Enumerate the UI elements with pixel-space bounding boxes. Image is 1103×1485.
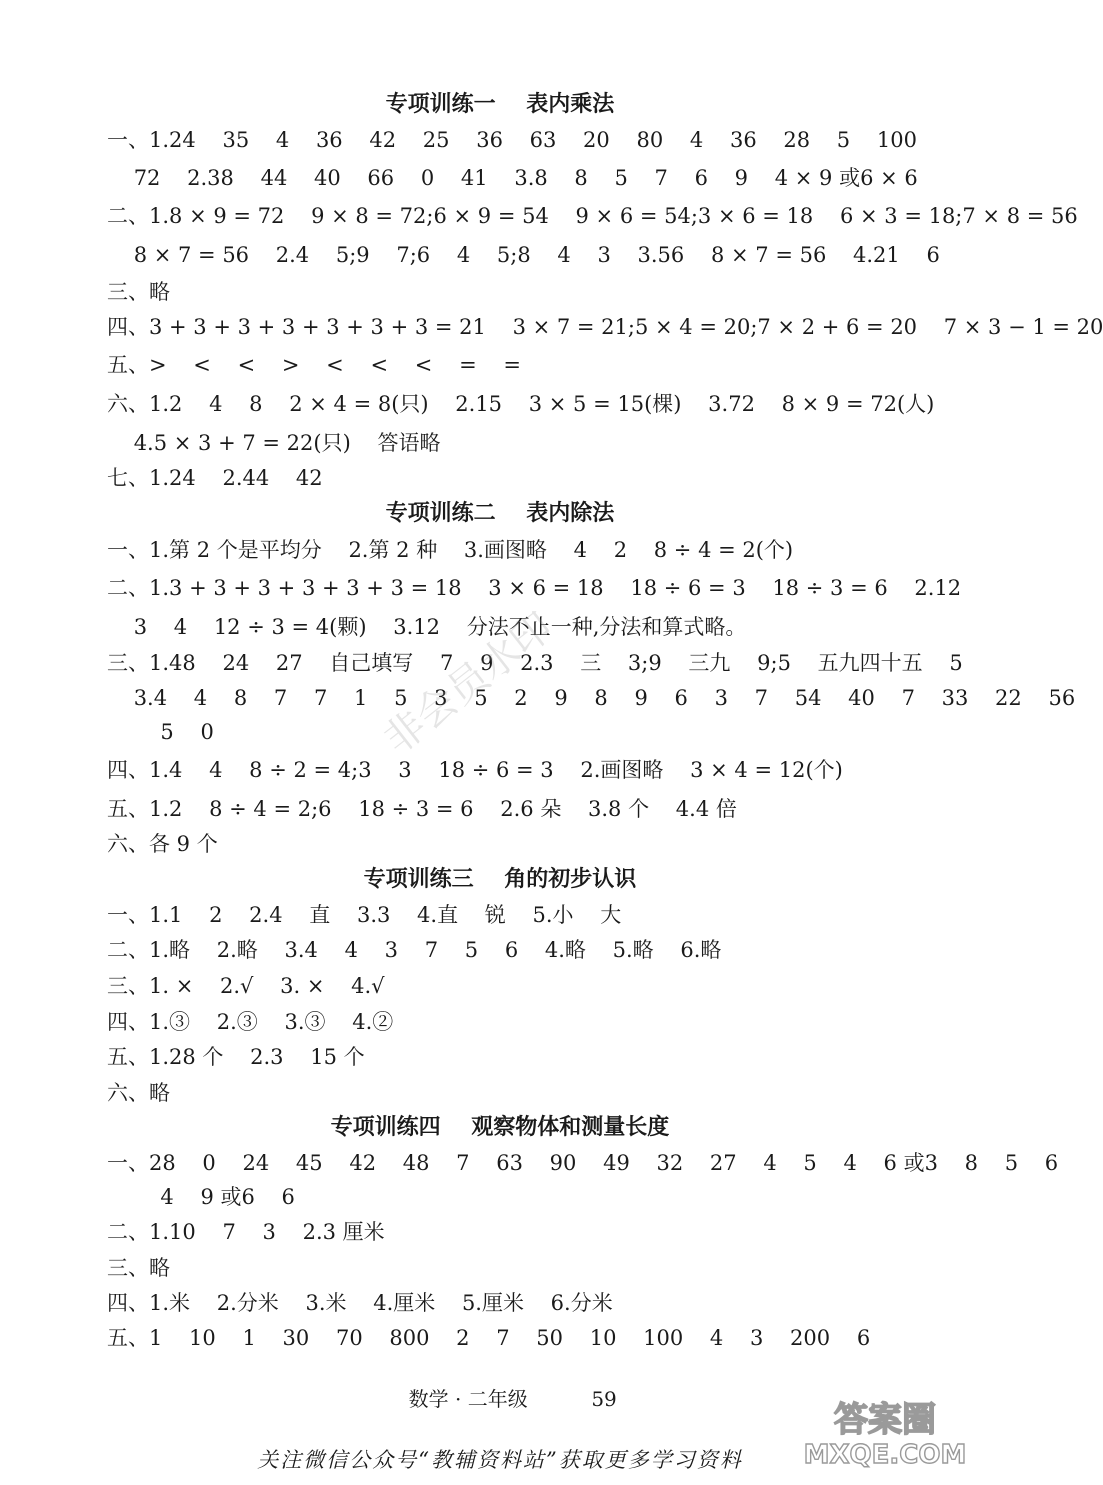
- logo-bottom-text: MXQE.COM: [803, 1440, 967, 1470]
- answer-line: 二、1.3 + 3 + 3 + 3 + 3 + 3 = 18 3 × 6 = 18 18 ÷ 6 = 3 18 ÷ 3 = 6 2.12: [107, 576, 962, 600]
- answer-line: 四、1.③ 2.③ 3.③ 4.②: [107, 1010, 394, 1034]
- answer-line: 一、1.第 2 个是平均分 2.第 2 种 3.画图略 4 2 8 ÷ 4 = 2(个): [107, 538, 794, 562]
- answer-line: 四、1.4 4 8 ÷ 2 = 4;3 3 18 ÷ 6 = 3 2.画图略 3 × 4 = 12(个): [107, 758, 843, 782]
- footer-promo-note: 关注微信公众号“教辅资料站”获取更多学习资料: [257, 1448, 743, 1472]
- answer-line: 五、1.28 个 2.3 15 个: [107, 1045, 365, 1069]
- answer-line: 五、> < < > < < < = =: [107, 353, 521, 377]
- answer-line: 一、1.1 2 2.4 直 3.3 4.直 锐 5.小 大: [107, 903, 622, 927]
- answer-line: 二、1.8 × 9 = 72 9 × 8 = 72;6 × 9 = 54 9 × 6 = 54;3 × 6 = 18 6 × 3 = 18;7 × 8 = 56: [107, 204, 1078, 228]
- logo-top-text: 答案圈: [834, 1400, 936, 1440]
- answer-line: 六、各 9 个: [107, 832, 218, 856]
- answer-line: 4.5 × 3 + 7 = 22(只) 答语略: [107, 431, 441, 455]
- answer-line: 一、28 0 24 45 42 48 7 63 90 49 32 27 4 5 4 6 或3 8 5 6: [107, 1151, 1059, 1175]
- answer-line: 三、略: [107, 1256, 170, 1280]
- page-number: 59: [591, 1387, 617, 1411]
- answer-line: 四、1.米 2.分米 3.米 4.厘米 5.厘米 6.分米: [107, 1291, 613, 1315]
- section-title-4: 专项训练四 观察物体和测量长度: [330, 1115, 670, 1140]
- answer-line: 五、1.2 8 ÷ 4 = 2;6 18 ÷ 3 = 6 2.6 朵 3.8 个 4.4 倍: [107, 797, 737, 821]
- answer-line: 二、1.略 2.略 3.4 4 3 7 5 6 4.略 5.略 6.略: [107, 938, 722, 962]
- answer-line: 3.4 4 8 7 7 1 5 3 5 2 9 8 9 6 3 7 54 40 7 33 22 56: [107, 686, 1076, 710]
- answer-line: 四、3 + 3 + 3 + 3 + 3 + 3 + 3 = 21 3 × 7 = 21;5 × 4 = 20;7 × 2 + 6 = 20 7 × 3 − 1 = 20: [107, 315, 1103, 339]
- answer-line: 六、1.2 4 8 2 × 4 = 8(只) 2.15 3 × 5 = 15(棵) 3.72 8 × 9 = 72(人): [107, 392, 935, 416]
- answer-line: 三、1.48 24 27 自己填写 7 9 2.3 三 3;9 三九 9;5 五九四十五 5: [107, 651, 963, 675]
- answer-line: 七、1.24 2.44 42: [107, 466, 323, 490]
- answer-line: 三、略: [107, 280, 170, 304]
- answer-line: 3 4 12 ÷ 3 = 4(颗) 3.12 分法不止一种,分法和算式略。: [107, 615, 747, 639]
- section-title-1: 专项训练一 表内乘法: [385, 92, 615, 117]
- section-title-2: 专项训练二 表内除法: [385, 501, 615, 526]
- answer-line: 二、1.10 7 3 2.3 厘米: [107, 1220, 385, 1244]
- section-title-3: 专项训练三 角的初步认识: [363, 867, 637, 892]
- answer-line: 72 2.38 44 40 66 0 41 3.8 8 5 7 6 9 4 × 9 或6 × 6: [107, 166, 918, 190]
- answer-line: 三、1. × 2.√ 3. × 4.√: [107, 974, 385, 998]
- answer-line: 4 9 或6 6: [107, 1185, 295, 1209]
- answer-line: 8 × 7 = 56 2.4 5;9 7;6 4 5;8 4 3 3.56 8 × 7 = 56 4.21 6: [107, 243, 940, 267]
- footer-subject: 数学 · 二年级: [408, 1387, 528, 1411]
- answer-line: 一、1.24 35 4 36 42 25 36 63 20 80 4 36 28 5 100: [107, 128, 917, 152]
- answer-line: 5 0: [107, 720, 214, 744]
- watermark-text: 非会员水印: [375, 603, 562, 764]
- answer-line: 六、略: [107, 1081, 170, 1105]
- page-footer: [0, 1359, 1000, 1436]
- answer-line: 五、1 10 1 30 70 800 2 7 50 10 100 4 3 200 6: [107, 1326, 871, 1350]
